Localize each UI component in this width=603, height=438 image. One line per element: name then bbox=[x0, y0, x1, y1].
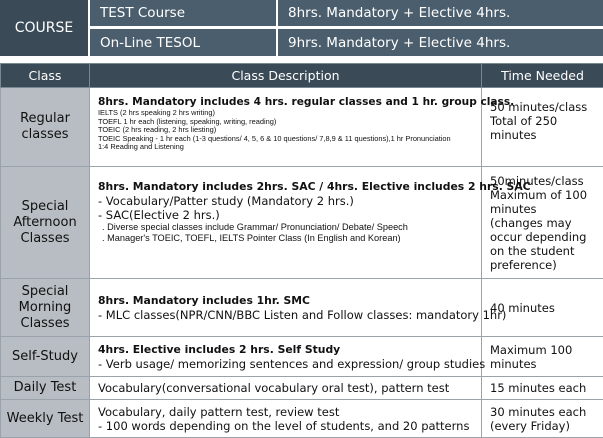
time-text: 50 minutes/class bbox=[490, 100, 595, 114]
description-line: Vocabulary(conversational vocabulary oral test), pattern test bbox=[98, 381, 473, 395]
time-text: (every Friday) bbox=[490, 419, 595, 433]
course-name-test: TEST Course bbox=[90, 0, 276, 26]
time-cell bbox=[482, 88, 603, 167]
table-row bbox=[1, 400, 603, 438]
description-line: - MLC classes(NPR/CNN/BBC Listen and Follow classes: mandatory 1hr) bbox=[98, 308, 473, 322]
class-cell bbox=[1, 88, 90, 167]
description-cell bbox=[90, 337, 482, 377]
description-line: - Verb usage/ memorizing sentences and expression/ group studies bbox=[98, 357, 473, 371]
table-header-row bbox=[1, 64, 603, 88]
description-line: TOEFL 1 hr each (listening, speaking, writing, reading) bbox=[98, 118, 473, 127]
class-name: Self-Study bbox=[12, 349, 78, 364]
time-cell bbox=[482, 167, 603, 279]
header-time: Time Needed bbox=[482, 64, 603, 88]
time-text: Maximum 100 minutes bbox=[490, 343, 595, 371]
class-name: Weekly Test bbox=[7, 411, 84, 426]
description-line: 1:4 Reading and Listening bbox=[98, 143, 473, 152]
description-title: 8hrs. Mandatory includes 4 hrs. regular classes and 1 hr. group class. bbox=[98, 95, 473, 109]
header-class: Class bbox=[1, 64, 90, 88]
table-row bbox=[1, 377, 603, 400]
class-name: Daily Test bbox=[14, 380, 77, 395]
description-line: - Vocabulary/Patter study (Mandatory 2 hrs.) bbox=[98, 194, 473, 208]
description-subline: . Manager's TOEIC, TOEFL, IELTS Pointer Class (In English and Korean) bbox=[98, 233, 473, 244]
time-text: 30 minutes each bbox=[490, 405, 595, 419]
description-title: 8hrs. Mandatory includes 1hr. SMC bbox=[98, 294, 473, 308]
time-text: 40 minutes bbox=[490, 301, 595, 315]
table-row bbox=[1, 167, 603, 279]
class-table bbox=[0, 63, 603, 438]
course-hours-test: 8hrs. Mandatory + Elective 4hrs. bbox=[278, 0, 603, 26]
description-cell bbox=[90, 88, 482, 167]
class-name: Special Afternoon Classes bbox=[13, 199, 76, 246]
description-line: IELTS (2 hrs speaking 2 hrs writing) bbox=[98, 109, 473, 118]
header-description: Class Description bbox=[90, 64, 482, 88]
time-cell bbox=[482, 279, 603, 337]
class-cell bbox=[1, 337, 90, 377]
table-row bbox=[1, 279, 603, 337]
description-line: - SAC(Elective 2 hrs.) bbox=[98, 208, 473, 222]
time-text: Maximum of 100 minutes bbox=[490, 188, 595, 216]
course-hours-online-tesol: 9hrs. Mandatory + Elective 4hrs. bbox=[278, 29, 603, 56]
time-text: Total of 250 minutes bbox=[490, 114, 595, 142]
class-name: Regular classes bbox=[20, 111, 70, 142]
time-text: 15 minutes each bbox=[490, 381, 595, 395]
course-label: COURSE bbox=[0, 0, 88, 56]
description-title: 4hrs. Elective includes 2 hrs. Self Study bbox=[98, 343, 473, 357]
class-cell bbox=[1, 377, 90, 400]
description-line: - 100 words depending on the level of students, and 20 patterns bbox=[98, 419, 473, 433]
table-row bbox=[1, 337, 603, 377]
time-text: (changes may occur depending on the student preference) bbox=[490, 216, 595, 272]
description-title: 8hrs. Mandatory includes 2hrs. SAC / 4hrs. Elective includes 2 hrs. SAC bbox=[98, 180, 473, 194]
table-row bbox=[1, 88, 603, 167]
class-cell bbox=[1, 279, 90, 337]
description-subline: . Diverse special classes include Grammar/ Pronunciation/ Debate/ Speech bbox=[98, 222, 473, 233]
description-line: Vocabulary, daily pattern test, review test bbox=[98, 405, 473, 419]
description-line: TOEIC Speaking - 1 hr each (1-3 questions/ 4, 5, 6 & 10 questions/ 7,8,9 & 11 questions),1 hr Pronunciation bbox=[98, 135, 473, 144]
time-cell bbox=[482, 400, 603, 438]
time-cell bbox=[482, 337, 603, 377]
description-cell bbox=[90, 400, 482, 438]
class-cell bbox=[1, 400, 90, 438]
time-text: 50minutes/class bbox=[490, 174, 595, 188]
course-name-online-tesol: On-Line TESOL bbox=[90, 29, 276, 56]
class-cell bbox=[1, 167, 90, 279]
class-name: Special Morning Classes bbox=[19, 284, 72, 331]
description-cell bbox=[90, 167, 482, 279]
description-line: TOEIC (2 hrs reading, 2 hrs liesting) bbox=[98, 126, 473, 135]
time-cell bbox=[482, 377, 603, 400]
description-cell bbox=[90, 279, 482, 337]
course-header bbox=[0, 0, 603, 56]
description-cell bbox=[90, 377, 482, 400]
